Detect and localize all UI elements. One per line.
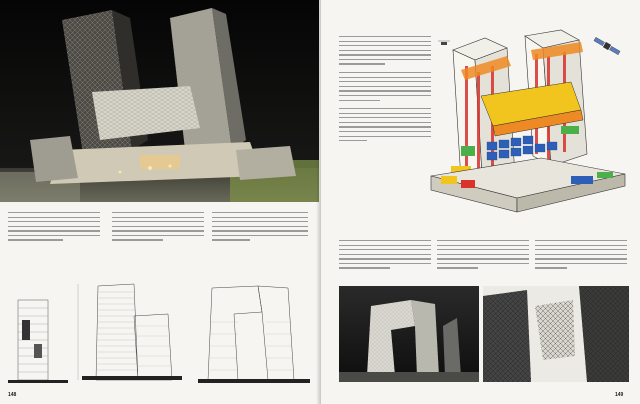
right-page-number: 149 [615, 392, 624, 398]
body-text-column-2 [112, 212, 204, 246]
body-text-column-3 [212, 212, 308, 246]
left-page-number: 148 [8, 392, 17, 398]
cutaway-diagram [421, 26, 635, 226]
hero-model-photo [0, 0, 319, 202]
architectural-model-photo-icon [0, 0, 319, 202]
body-text-column-6 [437, 240, 529, 274]
model-photo-dark [339, 286, 479, 382]
right-page [321, 0, 640, 404]
satellite-icon [593, 36, 620, 55]
body-text-column-1 [8, 212, 100, 246]
model-photo-dark-icon [339, 286, 479, 382]
body-text-column-7 [535, 240, 627, 274]
cutaway-axonometric-diagram-icon [421, 26, 635, 226]
model-photo-light-icon [483, 286, 629, 382]
body-text-column-5 [339, 240, 431, 274]
loop-elevation-drawing-icon [198, 282, 310, 384]
elevation-drawing-tower [72, 276, 190, 384]
left-page [0, 0, 319, 404]
tower-elevation-drawing-icon [8, 280, 68, 384]
elevation-drawing-loop [198, 282, 310, 384]
section-drawing-left [8, 280, 68, 384]
model-photo-light [483, 286, 629, 382]
tower-elevation-drawing-icon [72, 276, 190, 384]
body-text-column-4 [339, 36, 431, 146]
